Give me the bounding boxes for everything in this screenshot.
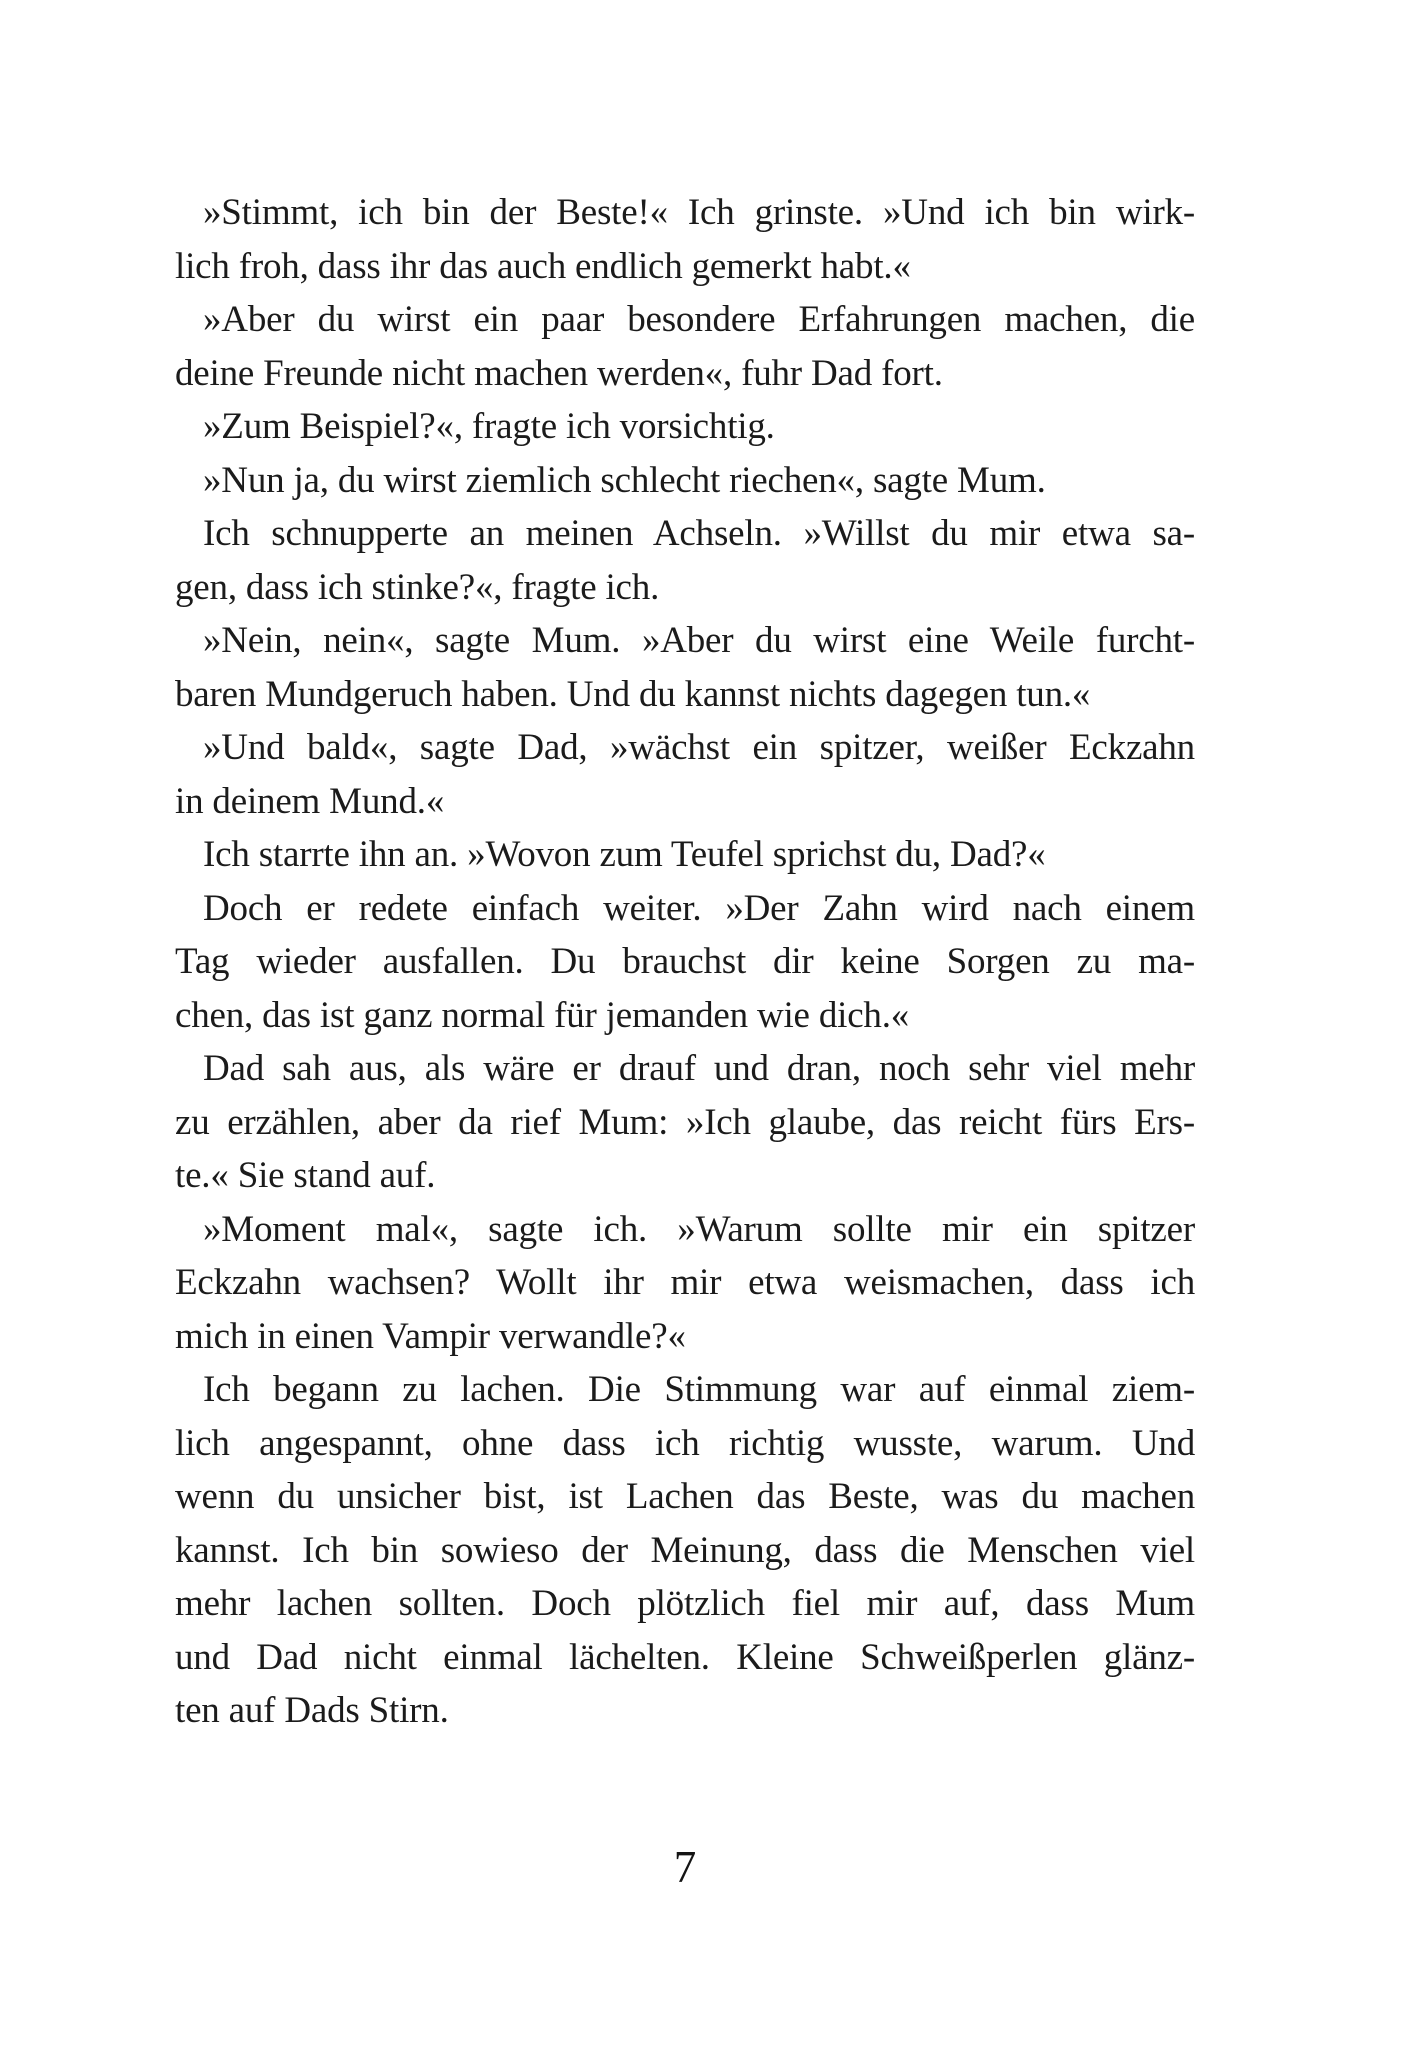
text-line: »Nein, nein«, sagte Mum. »Aber du wirst eine Weile furcht- xyxy=(203,620,1195,661)
text-line: lich froh, dass ihr das auch endlich gemerkt habt.« xyxy=(175,245,911,287)
page-number: 7 xyxy=(673,1842,697,1892)
paragraph xyxy=(175,1203,1195,1364)
text-line: kannst. Ich bin sowieso der Meinung, dass die Menschen viel xyxy=(175,1529,1195,1571)
text-line: »Moment mal«, sagte ich. »Warum sollte mir ein spitzer xyxy=(203,1208,1195,1250)
paragraph xyxy=(175,186,1195,293)
text-line: »Aber du wirst ein paar besondere Erfahrungen machen, die xyxy=(203,299,1195,340)
text-line: te.« Sie stand auf. xyxy=(175,1155,436,1196)
text-line: chen, das ist ganz normal für jemanden wie dich.« xyxy=(175,994,910,1036)
text-line: gen, dass ich stinke?«, fragte ich. xyxy=(175,566,660,608)
text-line: wenn du unsicher bist, ist Lachen das Beste, was du machen xyxy=(175,1476,1195,1517)
paragraph xyxy=(175,882,1195,1043)
text-line: in deinem Mund.« xyxy=(175,780,445,822)
text-line: »Stimmt, ich bin der Beste!« Ich grinste. »Und ich bin wirk- xyxy=(203,192,1195,233)
text-line: lich angespannt, ohne dass ich richtig wusste, warum. Und xyxy=(175,1422,1195,1464)
text-line: zu erzählen, aber da rief Mum: »Ich glaube, das reicht fürs Ers- xyxy=(175,1101,1195,1143)
paragraph xyxy=(175,454,1195,508)
text-line: deine Freunde nicht machen werden«, fuhr Dad fort. xyxy=(175,352,943,394)
paragraph xyxy=(175,1042,1195,1203)
paragraph xyxy=(175,293,1195,400)
text-line: Ich schnupperte an meinen Achseln. »Willst du mir etwa sa- xyxy=(203,513,1195,554)
text-line: ten auf Dads Stirn. xyxy=(175,1690,449,1731)
paragraph xyxy=(175,828,1195,882)
paragraph xyxy=(175,614,1195,721)
text-line: Doch er redete einfach weiter. »Der Zahn wird nach einem xyxy=(203,887,1195,929)
paragraph xyxy=(175,507,1195,614)
text-line: Tag wieder ausfallen. Du brauchst dir keine Sorgen zu ma- xyxy=(175,941,1195,982)
paragraph xyxy=(175,1363,1195,1738)
text-line: mich in einen Vampir verwandle?« xyxy=(175,1315,686,1357)
text-line: Dad sah aus, als wäre er drauf und dran, noch sehr viel mehr xyxy=(203,1048,1195,1089)
text-block xyxy=(175,186,1195,1738)
text-line: baren Mundgeruch haben. Und du kannst nichts dagegen tun.« xyxy=(175,673,1091,715)
text-line: »Nun ja, du wirst ziemlich schlecht riechen«, sagte Mum. xyxy=(203,459,1046,501)
text-line: und Dad nicht einmal lächelten. Kleine Schweißperlen glänz- xyxy=(175,1636,1195,1678)
paragraph xyxy=(175,721,1195,828)
paragraph xyxy=(175,400,1195,454)
text-line: Ich begann zu lachen. Die Stimmung war auf einmal ziem- xyxy=(203,1369,1195,1410)
text-line: Ich starrte ihn an. »Wovon zum Teufel sprichst du, Dad?« xyxy=(203,834,1046,875)
text-line: Eckzahn wachsen? Wollt ihr mir etwa weismachen, dass ich xyxy=(175,1262,1195,1303)
text-line: »Und bald«, sagte Dad, »wächst ein spitzer, weißer Eckzahn xyxy=(203,727,1195,768)
text-line: mehr lachen sollten. Doch plötzlich fiel mir auf, dass Mum xyxy=(175,1583,1195,1624)
text-line: »Zum Beispiel?«, fragte ich vorsichtig. xyxy=(203,406,775,447)
